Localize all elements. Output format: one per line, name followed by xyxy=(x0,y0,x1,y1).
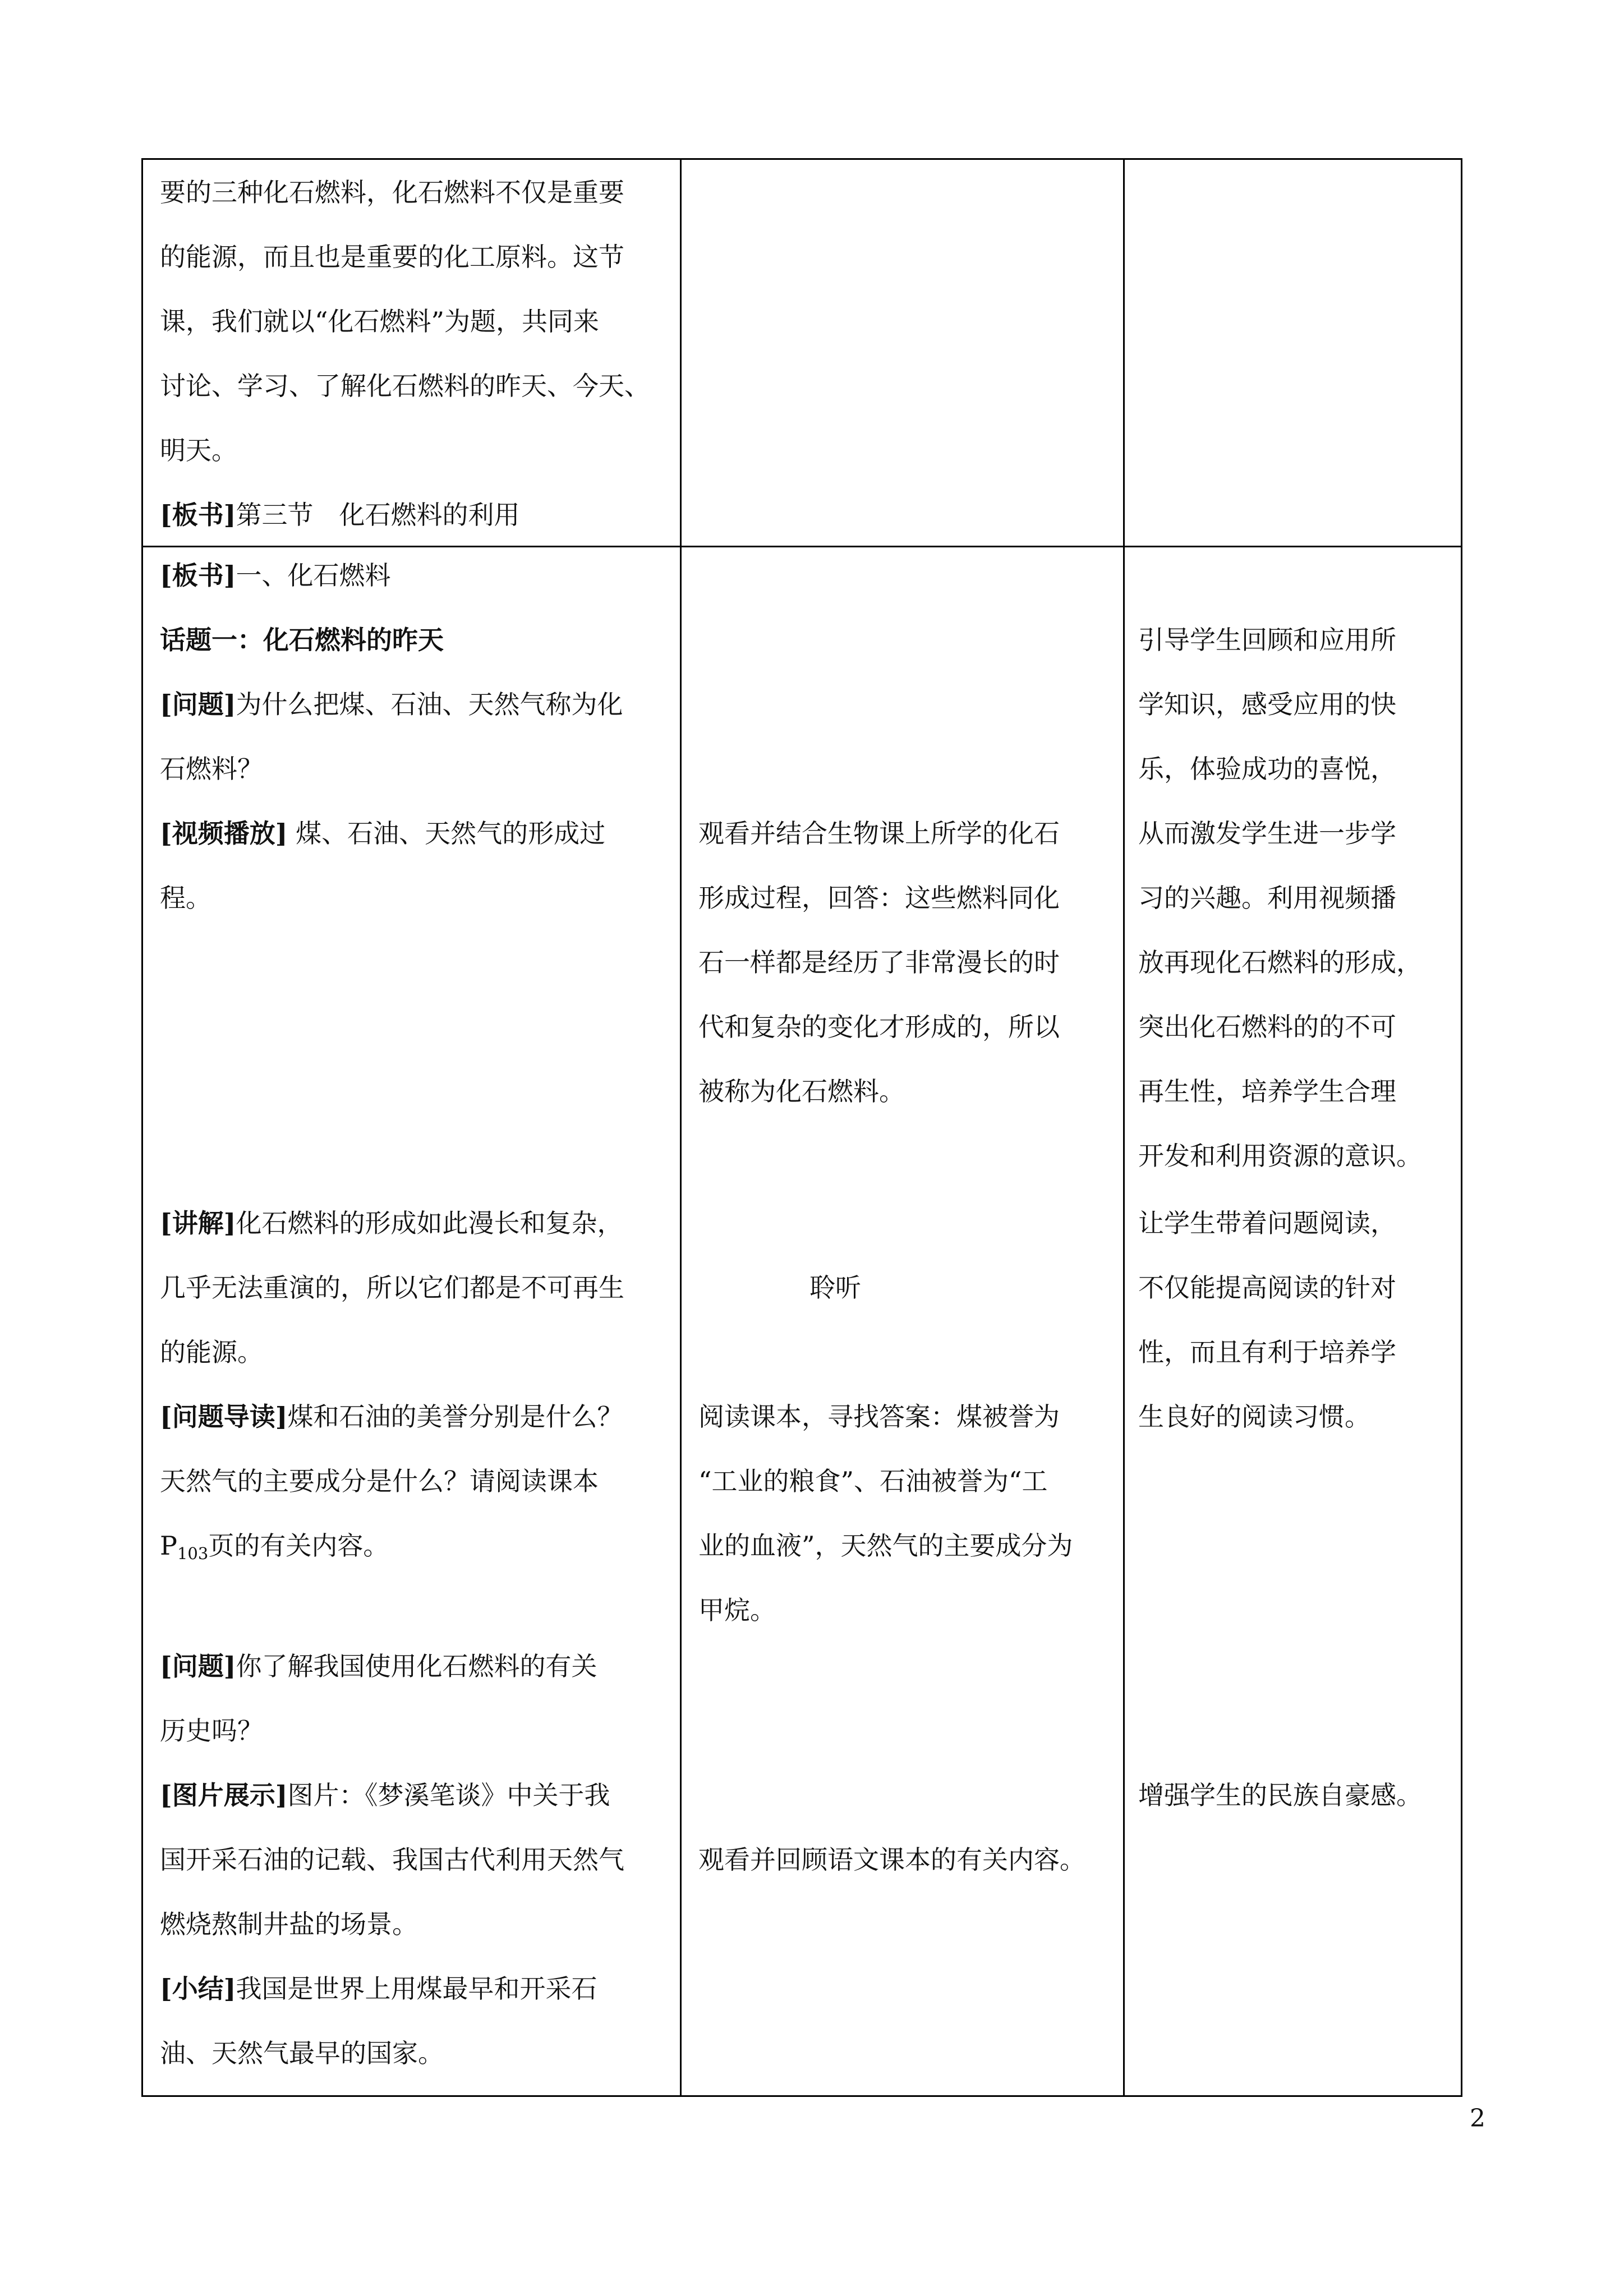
picture-text: 图片：《梦溪笔谈》中关于我 xyxy=(287,1780,610,1810)
summary-line: 油、天然气最早的国家。 xyxy=(160,2038,444,2068)
explain-tag: [讲解] xyxy=(160,1208,236,1238)
question-line xyxy=(160,688,623,721)
picture-tag: [图片展示] xyxy=(160,1780,288,1810)
board-heading xyxy=(160,559,391,592)
page-ref-number: 103 xyxy=(177,1544,209,1563)
intent-line: 学知识，感受应用的快 xyxy=(1138,689,1396,720)
board-text: 一、化石燃料 xyxy=(236,560,391,591)
question-line: 历史吗？ xyxy=(160,1716,263,1746)
guide-line xyxy=(160,1400,623,1433)
question-line xyxy=(160,1649,597,1683)
student-activity-cell xyxy=(681,547,1124,2096)
guide-line: 天然气的主要成分是什么？请阅读课本 xyxy=(160,1466,599,1496)
question-text: 你了解我国使用化石燃料的有关 xyxy=(236,1651,597,1681)
design-intent-cell xyxy=(1124,547,1462,2096)
intro-line: 课，我们就以“化石燃料”为题，共同来 xyxy=(160,306,600,336)
guide-line xyxy=(160,1529,389,1570)
teacher-activity-cell xyxy=(142,547,681,2096)
student-line: 形成过程，回答：这些燃料同化 xyxy=(698,883,1060,913)
explain-line: 几乎无法重演的，所以它们都是不可再生 xyxy=(160,1273,624,1303)
intent-line: 乐，体验成功的喜悦， xyxy=(1138,754,1396,784)
student-line: 业的血液”，天然气的主要成分为 xyxy=(698,1530,1073,1561)
summary-line xyxy=(160,1972,597,2005)
board-heading xyxy=(160,498,520,532)
intro-line: 的能源，而且也是重要的化工原料。这节 xyxy=(160,242,624,272)
student-line: 被称为化石燃料。 xyxy=(698,1076,905,1106)
question-line: 石燃料？ xyxy=(160,754,263,784)
intent-line: 突出化石燃料的的不可 xyxy=(1138,1012,1396,1042)
intent-line: 放再现化石燃料的形成， xyxy=(1138,947,1422,978)
teacher-activity-cell xyxy=(142,159,681,547)
student-line: 阅读课本，寻找答案：煤被誉为 xyxy=(698,1401,1060,1432)
listen-text: 聆听 xyxy=(809,1273,861,1303)
intent-line: 性，而且有利于培养学 xyxy=(1138,1337,1396,1367)
intent-line: 习的兴趣。利用视频播 xyxy=(1138,883,1396,913)
student-line: 观看并回顾语文课本的有关内容。 xyxy=(698,1845,1085,1875)
intro-line: 明天。 xyxy=(160,435,237,465)
board-text: 第三节 化石燃料的利用 xyxy=(236,500,520,530)
explain-line xyxy=(160,1206,623,1240)
summary-tag: [小结] xyxy=(160,1974,236,2004)
student-line: 代和复杂的变化才形成的，所以 xyxy=(698,1012,1060,1042)
student-line: 甲烷。 xyxy=(698,1595,776,1625)
intent-line: 从而激发学生进一步学 xyxy=(1138,818,1396,849)
intro-line: 讨论、学习、了解化石燃料的昨天、今天、 xyxy=(160,371,650,401)
guide-tag: [问题导读] xyxy=(160,1401,288,1432)
summary-text: 我国是世界上用煤最早和开采石 xyxy=(236,1974,597,2004)
table-row xyxy=(142,159,1462,547)
intent-line: 不仅能提高阅读的针对 xyxy=(1138,1273,1396,1303)
intent-line: 生良好的阅读习惯。 xyxy=(1138,1401,1370,1432)
guide-text: 煤和石油的美誉分别是什么？ xyxy=(287,1401,623,1432)
lesson-plan-table xyxy=(141,158,1462,2097)
intro-line: 要的三种化石燃料，化石燃料不仅是重要 xyxy=(160,177,624,208)
video-text: 煤、石油、天然气的形成过 xyxy=(287,818,606,849)
picture-line xyxy=(160,1778,610,1812)
video-line: 程。 xyxy=(160,883,211,913)
picture-line: 燃烧熬制井盐的场景。 xyxy=(160,1909,418,1939)
topic-heading: 话题一：化石燃料的昨天 xyxy=(160,625,444,655)
intent-line: 开发和利用资源的意识。 xyxy=(1138,1141,1422,1171)
page-ref-letter: P xyxy=(160,1530,177,1561)
question-tag: [问题] xyxy=(160,689,236,720)
intent-line: 引导学生回顾和应用所 xyxy=(1138,625,1396,655)
intent-line: 再生性，培养学生合理 xyxy=(1138,1076,1396,1106)
picture-line: 国开采石油的记载、我国古代利用天然气 xyxy=(160,1845,624,1875)
page-number: 2 xyxy=(1470,2104,1485,2133)
student-line: 观看并结合生物课上所学的化石 xyxy=(698,818,1060,849)
explain-text: 化石燃料的形成如此漫长和复杂， xyxy=(236,1208,623,1238)
table-row xyxy=(142,547,1462,2096)
student-line: “工业的粮食”、石油被誉为“工 xyxy=(698,1466,1048,1496)
board-tag: [板书] xyxy=(160,560,236,591)
board-tag: [板书] xyxy=(160,500,236,530)
video-tag: [视频播放] xyxy=(160,818,288,849)
student-line: 石一样都是经历了非常漫长的时 xyxy=(698,947,1060,978)
explain-line: 的能源。 xyxy=(160,1337,263,1367)
video-line xyxy=(160,817,605,850)
design-intent-cell xyxy=(1124,159,1462,547)
guide-text: 页的有关内容。 xyxy=(208,1530,389,1561)
intent-line: 让学生带着问题阅读， xyxy=(1138,1208,1396,1238)
question-tag: [问题] xyxy=(160,1651,236,1681)
question-text: 为什么把煤、石油、天然气称为化 xyxy=(236,689,623,720)
student-activity-cell xyxy=(681,159,1124,547)
intent-line: 增强学生的民族自豪感。 xyxy=(1138,1780,1422,1810)
